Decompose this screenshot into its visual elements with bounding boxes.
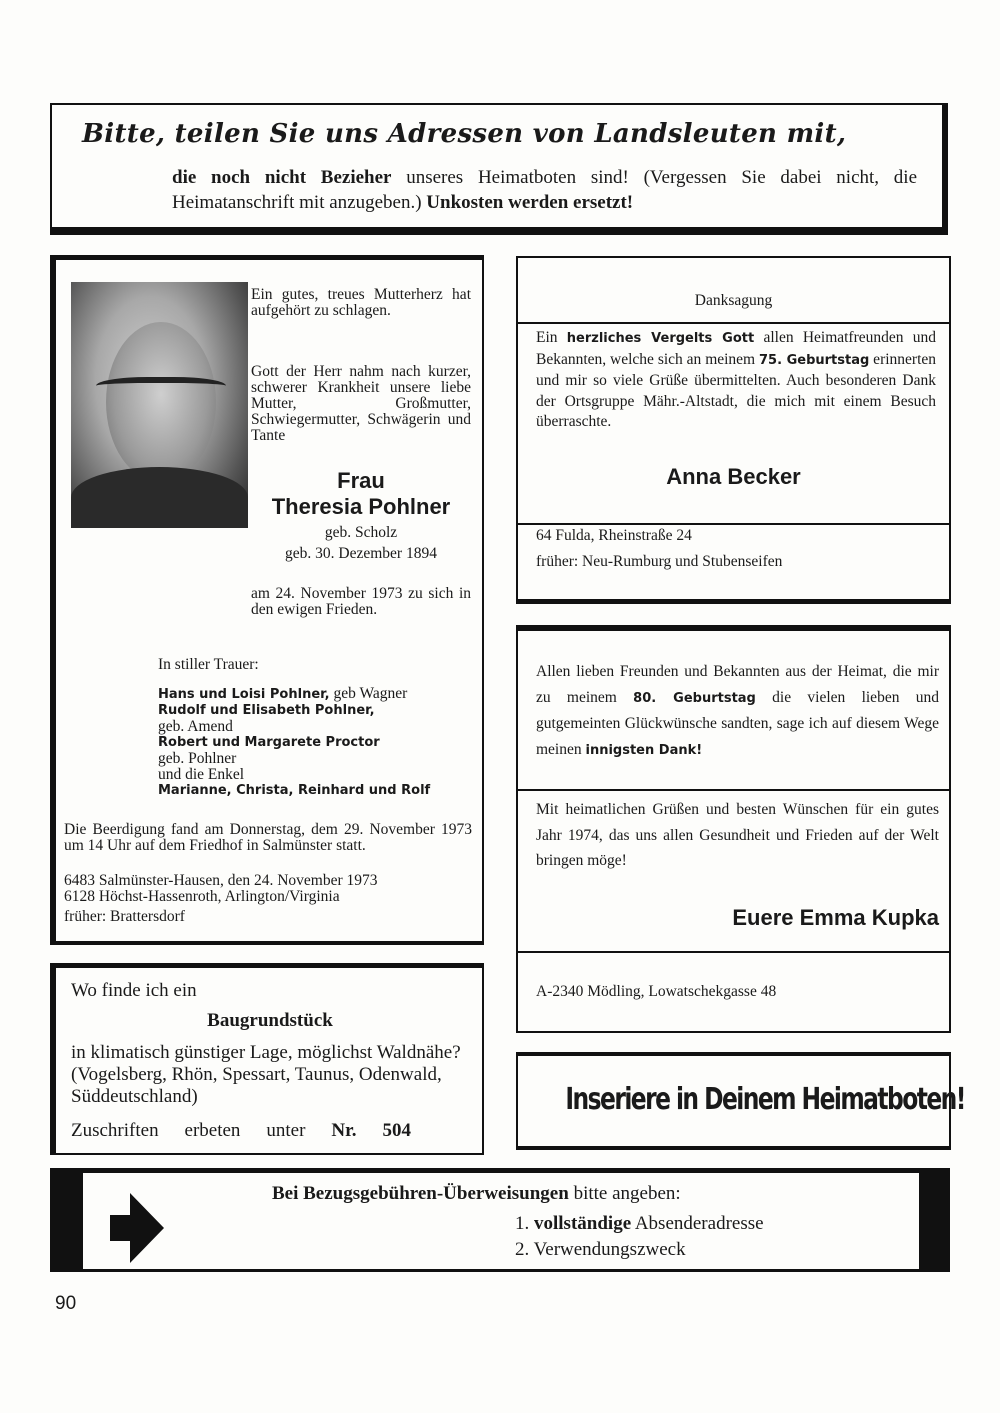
- kupka-text: Allen lieben Freunden und Bekannten aus der Heimat, die mir zu meinem 80. Geburtstag die vielen lieben und gutgemeinten Glückwünsche sandten, sage ich auf diesem Wege meinen innigsten Dank!: [536, 663, 939, 758]
- mourner-line: geb. Amend: [158, 718, 233, 735]
- banner-normal: unseres Heimatboten sind! (Vergessen Sie dabei nicht, die Heimatanschrift mit anzugeben.): [172, 167, 917, 213]
- mourner-line: Hans und Loisi Pohlner, geb Wagner: [158, 685, 408, 702]
- mourning-heading: In stiller Trauer:: [158, 656, 259, 673]
- black-bar: [919, 1173, 950, 1272]
- maiden-name: geb. Scholz: [324, 524, 398, 541]
- obituary-text: Gott der Herr nahm nach kurzer, schwerer Krankheit unsere liebe Mutter, Großmutter, Schwiegermutter, Schwägerin und Tante: [251, 363, 471, 444]
- kupka-greeting: Mit heimatlichen Grüßen und besten Wünschen für ein gutes Jahr 1974, das uns allen Gesundheit und Frieden auf der Welt bringen möge!: [536, 801, 939, 869]
- divider: [518, 789, 949, 791]
- payment-heading: Bei Bezugsgebühren-Überweisungen bitte angeben:: [272, 1183, 681, 1204]
- mourner-line: Rudolf und Elisabeth Pohlner,: [158, 703, 375, 718]
- divider: [518, 523, 949, 525]
- divider: [518, 322, 949, 324]
- advertise-slogan: Inseriere in Deinem Heimatboten!: [565, 1082, 965, 1117]
- banner-bold-a: die noch nicht Bezieher: [172, 167, 392, 188]
- ad-intro: Wo finde ich ein: [71, 980, 197, 1001]
- obituary-notice: [50, 255, 484, 945]
- death-date: am 24. November 1973 zu sich in den ewigen Frieden.: [251, 585, 471, 618]
- portrait-face: [106, 322, 216, 482]
- portrait-photo: [71, 282, 248, 528]
- divider: [518, 951, 949, 953]
- mourner-line: und die Enkel: [158, 766, 245, 783]
- plot-wanted-ad: [50, 963, 484, 1155]
- obituary-address: [64, 873, 472, 905]
- signatory-name: Anna Becker: [666, 464, 801, 489]
- mourners-list: [158, 686, 468, 799]
- arrow-right-icon: [110, 1193, 164, 1263]
- portrait-body: [71, 467, 248, 528]
- page-number: 90: [55, 1293, 77, 1314]
- burial-info: Die Beerdigung fand am Donnerstag, dem 29. November 1973 um 14 Uhr auf dem Friedhof in Salmünster statt.: [64, 821, 472, 854]
- ad-text: in klimatisch günstiger Lage, möglichst Waldnähe? (Vogelsberg, Rhön, Spessart, Taunus, Odenwald, Süddeutschland): [71, 1042, 461, 1107]
- payment-item-1: 1. vollständige Absenderadresse: [515, 1213, 764, 1234]
- banner-title: Bitte, teilen Sie uns Adressen von Landsleuten mit,: [82, 119, 847, 149]
- portrait-glasses: [96, 377, 226, 399]
- obituary-frau: Frau: [337, 468, 385, 493]
- payment-instructions: [50, 1168, 950, 1272]
- deceased-name: Theresia Pohlner: [271, 494, 451, 519]
- ad-contact: Zuschriften erbeten unter Nr. 504: [71, 1120, 411, 1141]
- banner-bold-b: Unkosten werden ersetzt!: [426, 192, 634, 213]
- mourner-line: Robert und Margarete Proctor: [158, 735, 380, 750]
- advertise-banner: [516, 1052, 965, 1150]
- mourner-line: geb. Pohlner: [158, 750, 237, 767]
- black-bar: [50, 1173, 83, 1272]
- former-home: früher: Brattersdorf: [64, 908, 185, 925]
- mourner-line: Marianne, Christa, Reinhard und Rolf: [158, 783, 431, 798]
- former-home: früher: Neu-Rumburg und Stubenseifen: [536, 553, 783, 570]
- banner-text: [172, 165, 917, 215]
- danksagung-title: Danksagung: [694, 292, 773, 309]
- signatory-name: Euere Emma Kupka: [732, 905, 939, 930]
- address-line: 64 Fulda, Rheinstraße 24: [536, 527, 692, 544]
- danksagung-text: Ein herzliches Vergelts Gott allen Heimatfreunden und Bekannten, welche sich an meinem 75. Geburtstag erinnerten und mir so viele Grüße übermittelten. Auch besonderen Dank der Ortsgruppe Mähr.-Altstadt, die mich mit einem Besuch überraschte.: [536, 329, 937, 430]
- thanks-notice-kupka: [516, 625, 951, 1033]
- birth-date: geb. 30. Dezember 1894: [285, 545, 437, 562]
- address-request-banner: [50, 103, 948, 235]
- thanks-notice-becker: [516, 256, 951, 604]
- address-line: 6128 Höchst-Hassenroth, Arlington/Virginia: [64, 888, 340, 905]
- obituary-intro: Ein gutes, treues Mutterherz hat aufgehört zu schlagen.: [251, 286, 471, 319]
- ad-heading: Baugrundstück: [207, 1010, 333, 1031]
- address-line: A-2340 Mödling, Lowatschekgasse 48: [536, 983, 777, 1000]
- payment-item-2: 2. Verwendungszweck: [515, 1239, 686, 1260]
- address-line: 6483 Salmünster-Hausen, den 24. November 1973: [64, 872, 378, 889]
